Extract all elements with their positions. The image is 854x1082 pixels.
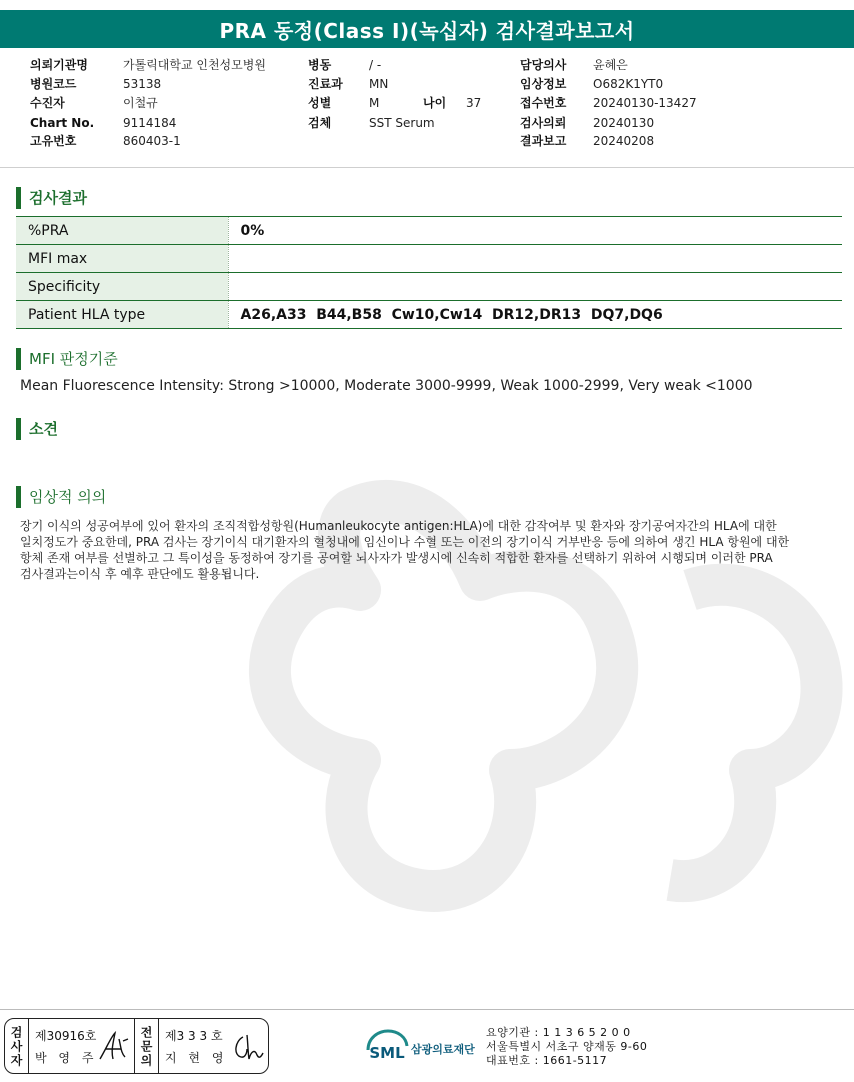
sex-label: 성별 [308, 96, 332, 110]
clinical-info-label: 임상정보 [520, 77, 567, 91]
table-row [16, 301, 842, 329]
hospital-code-value: 53138 [123, 77, 162, 91]
opinion-section-title: 소견 [16, 418, 58, 440]
institution-label: 의뢰기관명 [30, 58, 88, 72]
address-line: 요양기관 : 1 1 3 6 5 2 0 0 [486, 1026, 631, 1039]
examiner-license-no: 제30916호 [35, 1029, 97, 1043]
specialist-signature [229, 1031, 265, 1065]
info-row [0, 75, 854, 93]
age-label: 나이 [423, 96, 447, 110]
department-value: MN [369, 77, 389, 91]
specimen-label: 검체 [308, 116, 332, 130]
age-value: 37 [466, 96, 482, 110]
specimen-value: SST Serum [369, 116, 435, 130]
pra-label: %PRA [16, 217, 228, 245]
report-header [0, 10, 854, 48]
specialist-cell [159, 1019, 269, 1074]
mfi-max-value [228, 245, 842, 273]
examiner-name: 박 영 주 [35, 1051, 98, 1065]
patient-info-block [0, 50, 854, 168]
mfi-criteria-text: Mean Fluorescence Intensity: Strong >10000, Moderate 3000-9999, Weak 1000-2999, Very weak <1000 [20, 378, 753, 394]
paragraph-line: 항체 존재 여부를 선별하고 그 특이성을 동정하여 장기를 공여할 뇌사자가 발생시에 신속히 적합한 환자를 선택하기 위하여 시행되며 이러한 PRA [20, 551, 773, 565]
info-row [0, 56, 854, 74]
report-title: PRA 동정(Class I)(녹십자) 검사결과보고서 [219, 18, 635, 43]
doctor-value: 윤혜은 [593, 58, 628, 72]
mfi-max-label: MFI max [16, 245, 228, 273]
examiner-label: 검사자 [5, 1019, 29, 1074]
clinical-significance-title: 임상적 의의 [16, 486, 106, 508]
hla-type-label: Patient HLA type [16, 301, 228, 329]
info-row [0, 94, 854, 112]
info-row [0, 132, 854, 150]
results-section-title: 검사결과 [16, 187, 87, 209]
results-table [16, 216, 842, 329]
table-row [16, 245, 842, 273]
paragraph-line: 검사결과는이식 후 예후 판단에도 활용됩니다. [20, 567, 260, 581]
pra-value: 0% [228, 217, 842, 245]
specialist-label: 전문의 [135, 1019, 159, 1074]
table-row [16, 273, 842, 301]
specificity-label: Specificity [16, 273, 228, 301]
address-line: 서울특별시 서초구 양재동 9-60 [486, 1040, 648, 1053]
chart-no-value: 9114184 [123, 116, 177, 130]
unique-no-value: 860403-1 [123, 134, 181, 148]
sex-value: M [369, 96, 380, 110]
ward-value: / - [369, 58, 382, 72]
ward-label: 병동 [308, 58, 332, 72]
mfi-section-title: MFI 판정기준 [16, 348, 118, 370]
patient-label: 수진자 [30, 96, 65, 110]
specificity-value [228, 273, 842, 301]
patient-value: 이철규 [123, 96, 158, 110]
request-label: 검사의뢰 [520, 116, 567, 130]
info-row [0, 114, 854, 132]
receipt-value: 20240130-13427 [593, 96, 697, 110]
org-address [486, 1026, 647, 1068]
unique-no-label: 고유번호 [30, 134, 77, 148]
department-label: 진료과 [308, 77, 343, 91]
receipt-label: 접수번호 [520, 96, 567, 110]
report-label: 결과보고 [520, 134, 567, 148]
paragraph-line: 일치정도가 중요한데, PRA 검사는 장기이식 대기환자의 혈청내에 임신이나 수혈 또는 이전의 장기이식 거부반응 등에 의하여 생긴 HLA 항원에 대한 [20, 535, 790, 549]
sml-logo-icon [364, 1028, 410, 1066]
clinical-significance-text [20, 518, 820, 582]
request-date-value: 20240130 [593, 116, 655, 130]
doctor-label: 담당의사 [520, 58, 567, 72]
chart-no-label: Chart No. [30, 116, 95, 130]
specialist-name: 지 현 영 [165, 1051, 228, 1065]
clinical-info-value: O682K1YT0 [593, 77, 664, 91]
report-date-value: 20240208 [593, 134, 655, 148]
examiner-cell [29, 1019, 135, 1074]
hospital-code-label: 병원코드 [30, 77, 77, 91]
table-row [16, 217, 842, 245]
examiner-signature [97, 1029, 131, 1065]
report-footer [0, 1009, 854, 1082]
signature-box [4, 1018, 269, 1074]
org-name: 삼광의료재단 [411, 1043, 475, 1056]
institution-value: 가톨릭대학교 인천성모병원 [123, 58, 266, 72]
paragraph-line: 장기 이식의 성공여부에 있어 환자의 조직적합성항원(Humanleukocyte antigen:HLA)에 대한 감작여부 및 환자와 장기공여자간의 HLA에 대한 [20, 519, 777, 533]
hla-type-value: A26,A33 B44,B58 Cw10,Cw14 DR12,DR13 DQ7,DQ6 [228, 301, 842, 329]
specialist-license-no: 제3 3 3 호 [165, 1029, 223, 1043]
sml-logo-text: SML [369, 1044, 405, 1062]
address-line: 대표번호 : 1661-5117 [486, 1054, 608, 1067]
